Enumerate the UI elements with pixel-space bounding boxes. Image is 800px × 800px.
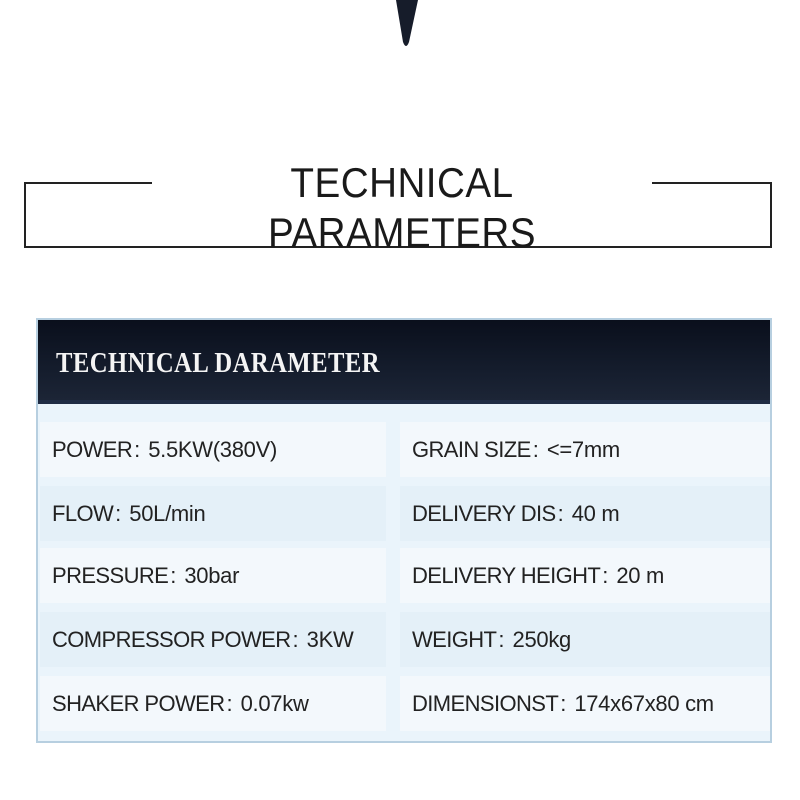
param-value: 50L/min [129, 500, 206, 526]
table-header-title: TECHNICAL DARAMETER [56, 348, 380, 379]
param-value: <=7mm [546, 436, 620, 462]
param-separator: : [170, 562, 177, 588]
param-cell-flow [40, 486, 386, 541]
param-separator: : [532, 436, 539, 462]
param-value: 40 m [571, 500, 620, 526]
param-value: 250kg [512, 626, 571, 652]
param-label: GRAIN SIZE [412, 436, 531, 462]
down-pointer-icon [382, 0, 430, 50]
param-cell-shaker-power [40, 676, 386, 731]
param-value: 20 m [616, 562, 665, 588]
param-separator: : [226, 690, 233, 716]
param-value: 3KW [306, 626, 354, 652]
param-cell-grain-size [400, 422, 770, 477]
param-cell-power [40, 422, 386, 477]
param-cell-pressure [40, 548, 386, 603]
param-separator: : [557, 500, 564, 526]
parameter-table [36, 318, 772, 743]
param-label: DELIVERY HEIGHT [412, 562, 601, 588]
param-label: COMPRESSOR POWER [52, 626, 291, 652]
title-frame-top-right-line [652, 182, 772, 184]
param-separator: : [602, 562, 609, 588]
param-value: 5.5KW(380V) [148, 436, 278, 462]
param-cell-delivery-dis [400, 486, 770, 541]
param-separator: : [134, 436, 141, 462]
param-cell-delivery-height [400, 548, 770, 603]
param-label: POWER [52, 436, 133, 462]
param-cell-weight [400, 612, 770, 667]
param-separator: : [498, 626, 505, 652]
table-header [38, 320, 770, 404]
param-label: WEIGHT [412, 626, 497, 652]
param-cell-compressor-power [40, 612, 386, 667]
page-title: TECHNICAL PARAMETERS [268, 159, 536, 256]
title-frame-top-left-line [24, 182, 152, 184]
param-label: SHAKER POWER [52, 690, 225, 716]
param-value: 30bar [184, 562, 240, 588]
param-label: DIMENSIONST [412, 690, 559, 716]
param-separator: : [115, 500, 122, 526]
param-value: 174x67x80 cm [574, 690, 714, 716]
param-label: DELIVERY DIS [412, 500, 556, 526]
param-value: 0.07kw [240, 690, 309, 716]
param-label: FLOW [52, 500, 114, 526]
param-separator: : [560, 690, 567, 716]
param-separator: : [292, 626, 299, 652]
param-cell-dimensions [400, 676, 770, 731]
param-label: PRESSURE [52, 562, 169, 588]
